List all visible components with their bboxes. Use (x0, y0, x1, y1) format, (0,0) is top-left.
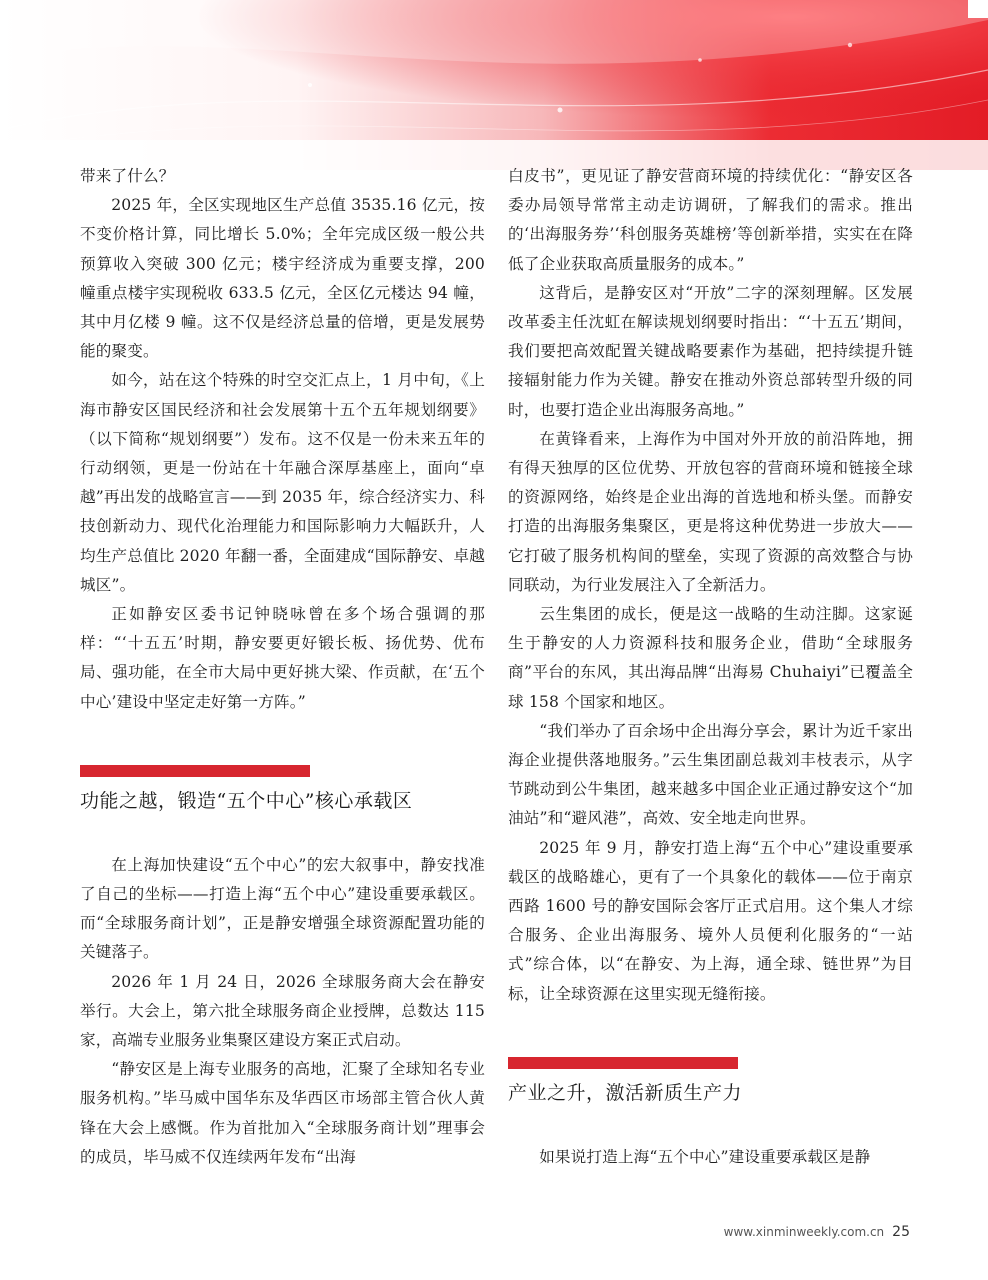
paragraph: 2026 年 1 月 24 日，2026 全球服务商大会在静安举行。大会上，第六批全球服务商企业授牌，总数达 115 家，高端专业服务业集聚区建设方案正式启动。 (80, 972, 485, 1050)
paragraph: 在黄锋看来，上海作为中国对外开放的前沿阵地，拥有得天独厚的区位优势、开放包容的营商环境和链接全球的资源网络，始终是企业出海的首选地和桥头堡。而静安打造的出海服务集聚区，更是将这种优势进一步放大——它打破了服务机构间的壁垒，实现了资源的高效整合与协同联动，为行业发展注入了全新活力。 (508, 429, 913, 594)
paragraph: 正如静安区委书记钟晓咏曾在多个场合强调的那样：“‘十五五’时期，静安要更好锻长板、扬优势、优布局、强功能，在全市大局中更好挑大梁、作贡献，在‘五个中心’建设中坚定走好第一方阵。” (80, 605, 485, 711)
paragraph: 带来了什么？ (80, 167, 175, 185)
header-banner (0, 0, 988, 170)
paragraph: “我们举办了百余场中企出海分享会，累计为近千家出海企业提供落地服务。”云生集团副总裁刘丰枝表示，从字节跳动到公牛集团，越来越多中国企业正通过静安这个“加油站”和“避风港”，高效、安全地走向世界。 (508, 721, 913, 828)
paragraph: 云生集团的成长，便是这一战略的生动注脚。这家诞生于静安的人力资源科技和服务企业，借助“全球服务商”平台的东风，其出海品牌“出海易 Chuhaiyi”已覆盖全球 158 个国家和地区。 (508, 605, 913, 711)
paragraph: “静安区是上海专业服务的高地，汇聚了全球知名专业服务机构。”毕马威中国华东及华西区市场部主管合伙人黄锋在大会上感慨。作为首批加入“全球服务商计划”理事会的成员，毕马威不仅连续两年发布“出海 (80, 1060, 485, 1166)
page-footer (724, 1224, 910, 1240)
section-title: 功能之越，锻造“五个中心”核心承载区 (80, 789, 413, 812)
paragraph: 这背后，是静安区对“开放”二字的深刻理解。区发展改革委主任沈虹在解读规划纲要时指出：“‘十五五’期间，我们要把高效配置关键战略要素作为基础，把持续提升链接辐射能力作为关键。静安在推动外资总部转型升级的同时，也要打造企业出海服务高地。” (508, 283, 913, 419)
paragraph: 白皮书”，更见证了静安营商环境的持续优化：“静安区各委办局领导常常主动走访调研，了解我们的需求。推出的‘出海服务券’‘科创服务英雄榜’等创新举措，实实在在降低了企业获取高质量服务的成本。” (508, 167, 913, 273)
website-url: www.xinminweekly.com.cn (723, 1225, 885, 1239)
right-column (508, 162, 913, 1172)
section-title: 产业之升，激活新质生产力 (508, 1081, 743, 1104)
paragraph: 在上海加快建设“五个中心”的宏大叙事中，静安找准了自己的坐标——打造上海“五个中心”建设重要承载区。而“全球服务商计划”，正是静安增强全球资源配置功能的关键落子。 (80, 855, 485, 962)
paragraph: 如果说打造上海“五个中心”建设重要承载区是静 (539, 1147, 871, 1166)
section-divider-bar (508, 1057, 738, 1069)
section-divider-bar (80, 765, 310, 777)
left-column (80, 162, 485, 1172)
paragraph: 2025 年，全区实现地区生产总值 3535.16 亿元，按不变价格计算，同比增长 5.0%；全年完成区级一般公共预算收入突破 300 亿元；楼宇经济成为重要支撑，200 幢重点楼宇实现税收 633.5 亿元，全区亿元楼达 94 幢，其中月亿楼 9 幢。这不仅是经济总量的倍增，更是发展势能的聚变。 (80, 196, 485, 361)
paragraph: 如今，站在这个特殊的时空交汇点上，1 月中旬，《上海市静安区国民经济和社会发展第十五个五年规划纲要》（以下简称“规划纲要”）发布。这不仅是一份未来五年的行动纲领，更是一份站在十年融合深厚基座上，面向“卓越”再出发的战略宣言——到 2035 年，综合经济实力、科技创新动力、现代化治理能力和国际影响力大幅跃升，人均生产总值比 2020 年翻一番，全面建成“国际静安、卓越城区”。 (80, 371, 485, 594)
paragraph: 2025 年 9 月，静安打造上海“五个中心”建设重要承载区的战略雄心，更有了一个具象化的载体——位于南京西路 1600 号的静安国际会客厅正式启用。这个集人才综合服务、企业出海服务、境外人员便利化服务的“一站式”综合体，以“在静安、为上海，通全球、链世界”为目标，让全球资源在这里实现无缝衔接。 (508, 838, 913, 1003)
banner-decoration (0, 0, 988, 170)
page-number: 25 (892, 1224, 910, 1240)
